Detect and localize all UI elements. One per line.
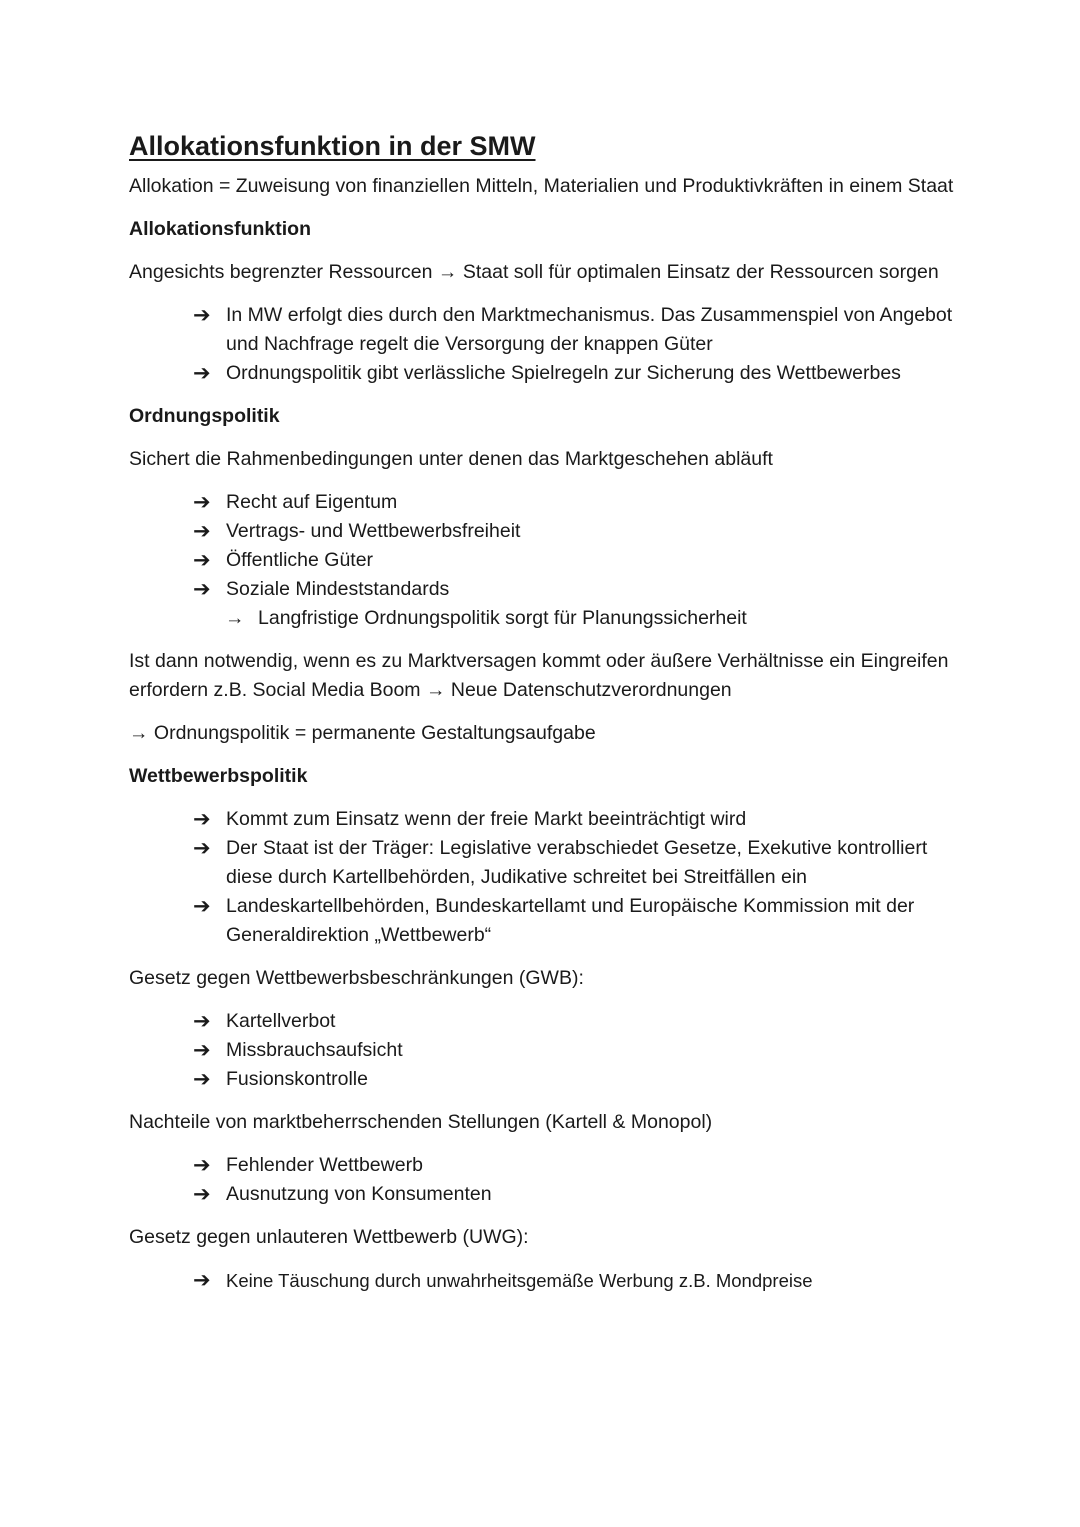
list-item: ➔ Fehlender Wettbewerb bbox=[193, 1151, 959, 1180]
arrow-icon: ➔ bbox=[193, 1183, 211, 1206]
wettbewerb-list bbox=[193, 805, 959, 950]
list-item: ➔ Der Staat ist der Träger: Legislative verabschiedet Gesetze, Exekutive kontrolliert diese durch Kartellbehörden, Judikative schreitet bei Streitfällen ein bbox=[193, 834, 959, 892]
list-item: ➔ Kommt zum Einsatz wenn der freie Markt beeinträchtigt wird bbox=[193, 805, 959, 834]
ordnung-paragraph-2: Ist dann notwendig, wenn es zu Marktversagen kommt oder äußere Verhältnisse ein Eingreifen erfordern z.B. Social Media Boom → Neue Datenschutzverordnungen bbox=[129, 650, 949, 701]
list-item: ➔ Soziale Mindeststandards bbox=[193, 575, 959, 604]
arrow-icon: ➔ bbox=[193, 895, 211, 918]
intro-paragraph: Allokation = Zuweisung von finanziellen Mitteln, Materialien und Produktivkräften in einem Staat bbox=[129, 175, 954, 197]
arrow-icon: ➔ bbox=[193, 520, 211, 543]
nachteile-list bbox=[193, 1151, 959, 1209]
list-item: ➔ Recht auf Eigentum bbox=[193, 488, 959, 517]
heading-ordnungspolitik: Ordnungspolitik bbox=[129, 405, 280, 427]
arrow-icon: ➔ bbox=[193, 1154, 211, 1177]
arrow-icon: ➔ bbox=[193, 549, 211, 572]
allokation-list bbox=[193, 301, 959, 388]
list-item: ➔ Landeskartellbehörden, Bundeskartellamt und Europäische Kommission mit der Generaldirektion „Wettbewerb“ bbox=[193, 892, 959, 950]
arrow-icon: → bbox=[225, 607, 245, 629]
document-page bbox=[129, 128, 959, 1309]
sub-list-item: → Langfristige Ordnungspolitik sorgt für Planungssicherheit bbox=[225, 604, 959, 633]
ordnung-paragraph-3: → Ordnungspolitik = permanente Gestaltungsaufgabe bbox=[129, 722, 596, 744]
list-item: ➔ Kartellverbot bbox=[193, 1007, 959, 1036]
list-item: ➔ Vertrags- und Wettbewerbsfreiheit bbox=[193, 517, 959, 546]
ordnung-paragraph: Sichert die Rahmenbedingungen unter denen das Marktgeschehen abläuft bbox=[129, 448, 773, 470]
heading-allokationsfunktion: Allokationsfunktion bbox=[129, 218, 311, 240]
arrow-icon: ➔ bbox=[193, 491, 211, 514]
arrow-icon: ➔ bbox=[193, 578, 211, 601]
uwg-paragraph: Gesetz gegen unlauteren Wettbewerb (UWG): bbox=[129, 1226, 529, 1248]
list-item: ➔ Öffentliche Güter bbox=[193, 546, 959, 575]
arrow-icon: ➔ bbox=[193, 1010, 211, 1033]
arrow-icon: ➔ bbox=[193, 1039, 211, 1062]
list-item: ➔ Ausnutzung von Konsumenten bbox=[193, 1180, 959, 1209]
arrow-icon: ➔ bbox=[193, 1269, 211, 1292]
nachteile-paragraph: Nachteile von marktbeherrschenden Stellungen (Kartell & Monopol) bbox=[129, 1111, 713, 1133]
arrow-icon: ➔ bbox=[193, 1068, 211, 1091]
list-item: ➔ Missbrauchsaufsicht bbox=[193, 1036, 959, 1065]
uwg-list bbox=[193, 1266, 959, 1295]
list-item: ➔ In MW erfolgt dies durch den Marktmechanismus. Das Zusammenspiel von Angebot und Nachfrage regelt die Versorgung der knappen Güter bbox=[193, 301, 959, 359]
arrow-icon: ➔ bbox=[193, 837, 211, 860]
arrow-icon: ➔ bbox=[193, 362, 211, 385]
allokation-paragraph: Angesichts begrenzter Ressourcen → Staat soll für optimalen Einsatz der Ressourcen sorgen bbox=[129, 261, 939, 283]
arrow-icon: ➔ bbox=[193, 808, 211, 831]
page-title: Allokationsfunktion in der SMW bbox=[129, 131, 536, 161]
arrow-icon: ➔ bbox=[193, 304, 211, 327]
heading-wettbewerbspolitik: Wettbewerbspolitik bbox=[129, 765, 308, 787]
list-item: ➔ Keine Täuschung durch unwahrheitsgemäße Werbung z.B. Mondpreise bbox=[193, 1266, 959, 1295]
gwb-paragraph: Gesetz gegen Wettbewerbsbeschränkungen (GWB): bbox=[129, 967, 584, 989]
list-item: ➔ Fusionskontrolle bbox=[193, 1065, 959, 1094]
ordnung-list bbox=[193, 488, 959, 633]
list-item: ➔ Ordnungspolitik gibt verlässliche Spielregeln zur Sicherung des Wettbewerbes bbox=[193, 359, 959, 388]
gwb-list bbox=[193, 1007, 959, 1094]
